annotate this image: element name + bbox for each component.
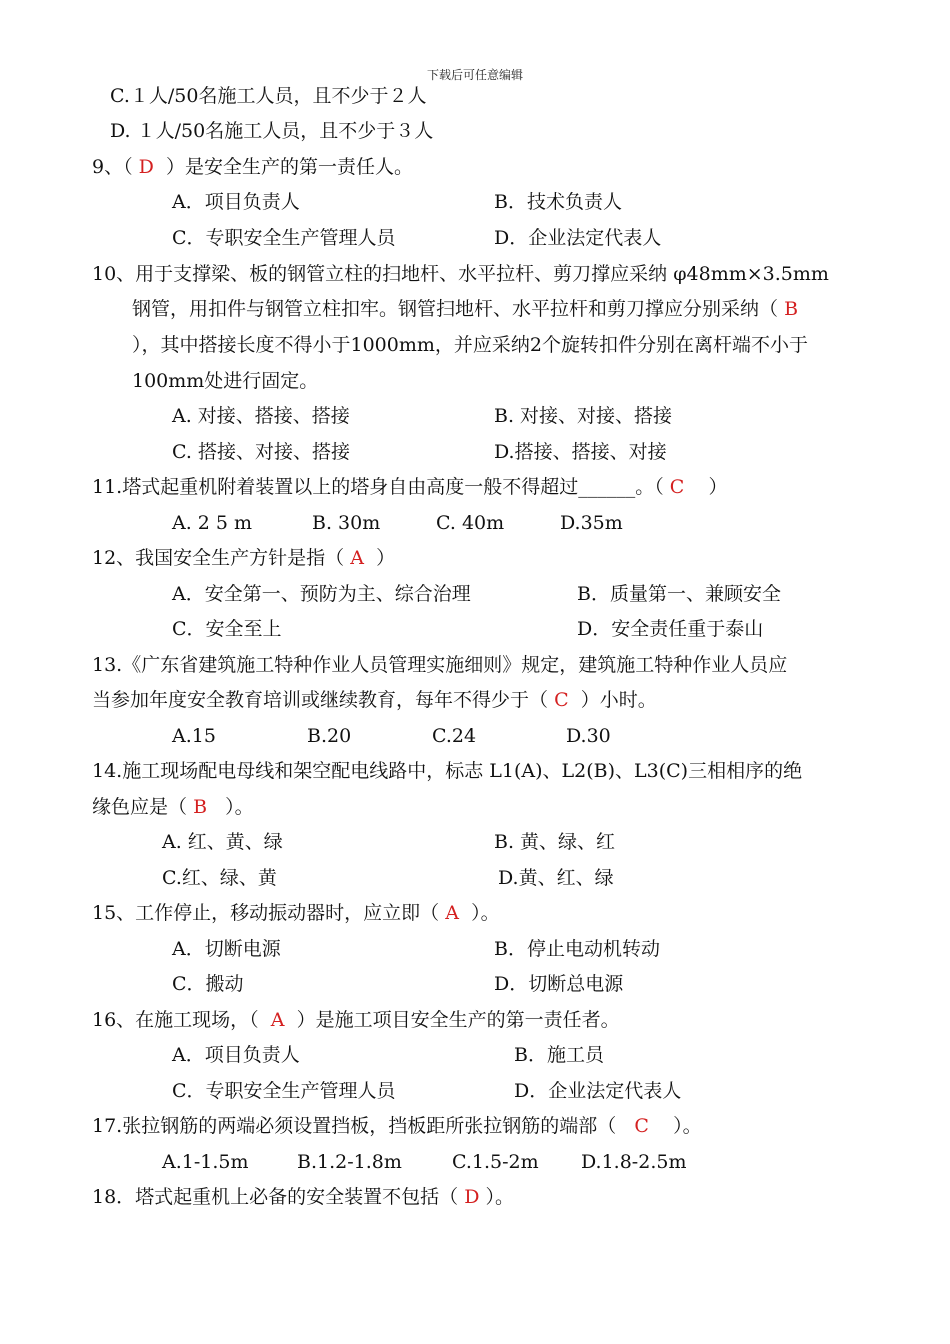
question-text: 16、在施工现场，（ xyxy=(92,1009,259,1031)
question-text: ） xyxy=(376,547,396,569)
answer: A xyxy=(445,902,459,924)
question-text: ）小时。 xyxy=(580,689,657,711)
option-a: A．项目负责人 xyxy=(172,1044,300,1066)
question-15 xyxy=(92,901,500,925)
question-text: ） xyxy=(708,476,728,498)
option-a: A．安全第一、预防为主、综合治理 xyxy=(172,583,471,605)
question-text: 18．塔式起重机上必备的安全装置不包括（ xyxy=(92,1186,459,1208)
option-c: C．专职安全生产管理人员 xyxy=(172,1080,396,1102)
question-text: 钢管，用扣件与钢管立柱扣牢。钢管扫地杆、水平拉杆和剪刀撑应分别采纳（ xyxy=(132,298,779,320)
option-a: A. 对接、搭接、搭接 xyxy=(172,405,350,427)
answer: C xyxy=(634,1115,649,1137)
option-a: A．切断电源 xyxy=(172,938,281,960)
option-c: C. 搭接、对接、搭接 xyxy=(172,441,350,463)
question-17 xyxy=(92,1114,702,1138)
question-text: 15、工作停止，移动振动器时，应立即（ xyxy=(92,902,440,924)
option-b: B. 黄、绿、红 xyxy=(494,831,616,853)
question-18 xyxy=(92,1185,514,1209)
option-c-previous: C.１人/50名施工人员，且不少于２人 xyxy=(110,85,427,107)
option-a: A. 红、黄、绿 xyxy=(162,831,283,853)
option-a: A.15 xyxy=(172,725,216,747)
option-c: C.红、绿、黄 xyxy=(162,867,277,889)
question-10-line-1: 10、用于支撑梁、板的钢管立柱的扫地杆、水平拉杆、剪刀撑应采纳 φ48mm×3.5mm xyxy=(92,263,829,285)
option-d-previous: D. １人/50名施工人员，且不少于３人 xyxy=(110,120,434,142)
option-c: C．安全至上 xyxy=(172,618,282,640)
question-text: ）是安全生产的第一责任人。 xyxy=(165,156,413,178)
question-text: ）。 xyxy=(485,1186,515,1208)
question-text: ）。 xyxy=(225,796,254,818)
question-text: 11.塔式起重机附着装置以上的塔身自由高度一般不得超过______。（ xyxy=(92,476,664,498)
question-9 xyxy=(92,155,413,179)
option-b: B．技术负责人 xyxy=(494,191,622,213)
option-d: D.1.8-2.5m xyxy=(581,1151,687,1173)
option-b: B．质量第一、兼顾安全 xyxy=(577,583,781,605)
page-header: 下载后可任意编辑 xyxy=(426,68,523,82)
option-d: D.30 xyxy=(566,725,611,747)
option-c: C.1.5-2m xyxy=(452,1151,539,1173)
answer: D xyxy=(464,1186,480,1208)
option-b: B.1.2-1.8m xyxy=(297,1151,402,1173)
question-text: 17.张拉钢筋的两端必须设置挡板，挡板距所张拉钢筋的端部（ xyxy=(92,1115,617,1137)
question-11 xyxy=(92,475,728,499)
question-16 xyxy=(92,1008,620,1032)
question-13-line-2 xyxy=(92,688,657,712)
option-d: D．切断总电源 xyxy=(494,973,624,995)
question-12 xyxy=(92,546,395,570)
question-text: 9、（ xyxy=(92,156,133,178)
option-d: D.黄、红、绿 xyxy=(498,867,614,889)
question-text: 当参加年度安全教育培训或继续教育，每年不得少于（ xyxy=(92,689,549,711)
option-d: D.35m xyxy=(560,512,623,534)
question-10-line-2 xyxy=(132,297,798,321)
option-b: B. 对接、对接、搭接 xyxy=(494,405,673,427)
question-14-line-2 xyxy=(92,795,254,819)
answer: B xyxy=(193,796,208,818)
answer: C xyxy=(554,689,569,711)
option-c: C.24 xyxy=(432,725,477,747)
option-d: D．企业法定代表人 xyxy=(494,227,662,249)
option-a: A.1-1.5m xyxy=(162,1151,249,1173)
option-b: B. 30m xyxy=(312,512,381,534)
option-b: B．停止电动机转动 xyxy=(494,938,660,960)
option-d: D．安全责任重于泰山 xyxy=(577,618,764,640)
question-text: ）。 xyxy=(471,902,500,924)
question-text: ）是施工项目安全生产的第一责任者。 xyxy=(296,1009,620,1031)
option-d: D．企业法定代表人 xyxy=(514,1080,682,1102)
answer: A xyxy=(270,1009,285,1031)
answer: A xyxy=(350,547,364,569)
question-text: 缘色应是（ xyxy=(92,796,188,818)
answer: C xyxy=(669,476,685,498)
option-b: B．施工员 xyxy=(514,1044,604,1066)
option-c: C．专职安全生产管理人员 xyxy=(172,227,396,249)
question-text: ）。 xyxy=(673,1115,702,1137)
answer: D xyxy=(138,156,154,178)
question-10-line-3: ），其中搭接长度不得小于1000mm，并应采纳2个旋转扣件分别在离杆端不小于 xyxy=(132,334,808,356)
option-c: C. 40m xyxy=(436,512,505,534)
option-a: A．项目负责人 xyxy=(172,191,300,213)
question-14-line-1: 14.施工现场配电母线和架空配电线路中，标志 L1(A)、L2(B)、L3(C)三相相序的绝 xyxy=(92,760,803,782)
option-a: A. 2 5 m xyxy=(172,512,253,534)
option-c: C．搬动 xyxy=(172,973,244,995)
option-d: D.搭接、搭接、对接 xyxy=(494,441,667,463)
question-text: 12、我国安全生产方针是指（ xyxy=(92,547,345,569)
question-10-line-4: 100mm处进行固定。 xyxy=(132,370,319,392)
answer: B xyxy=(784,298,799,320)
question-13-line-1: 13.《广东省建筑施工特种作业人员管理实施细则》规定，建筑施工特种作业人员应 xyxy=(92,654,788,676)
option-b: B.20 xyxy=(307,725,352,747)
